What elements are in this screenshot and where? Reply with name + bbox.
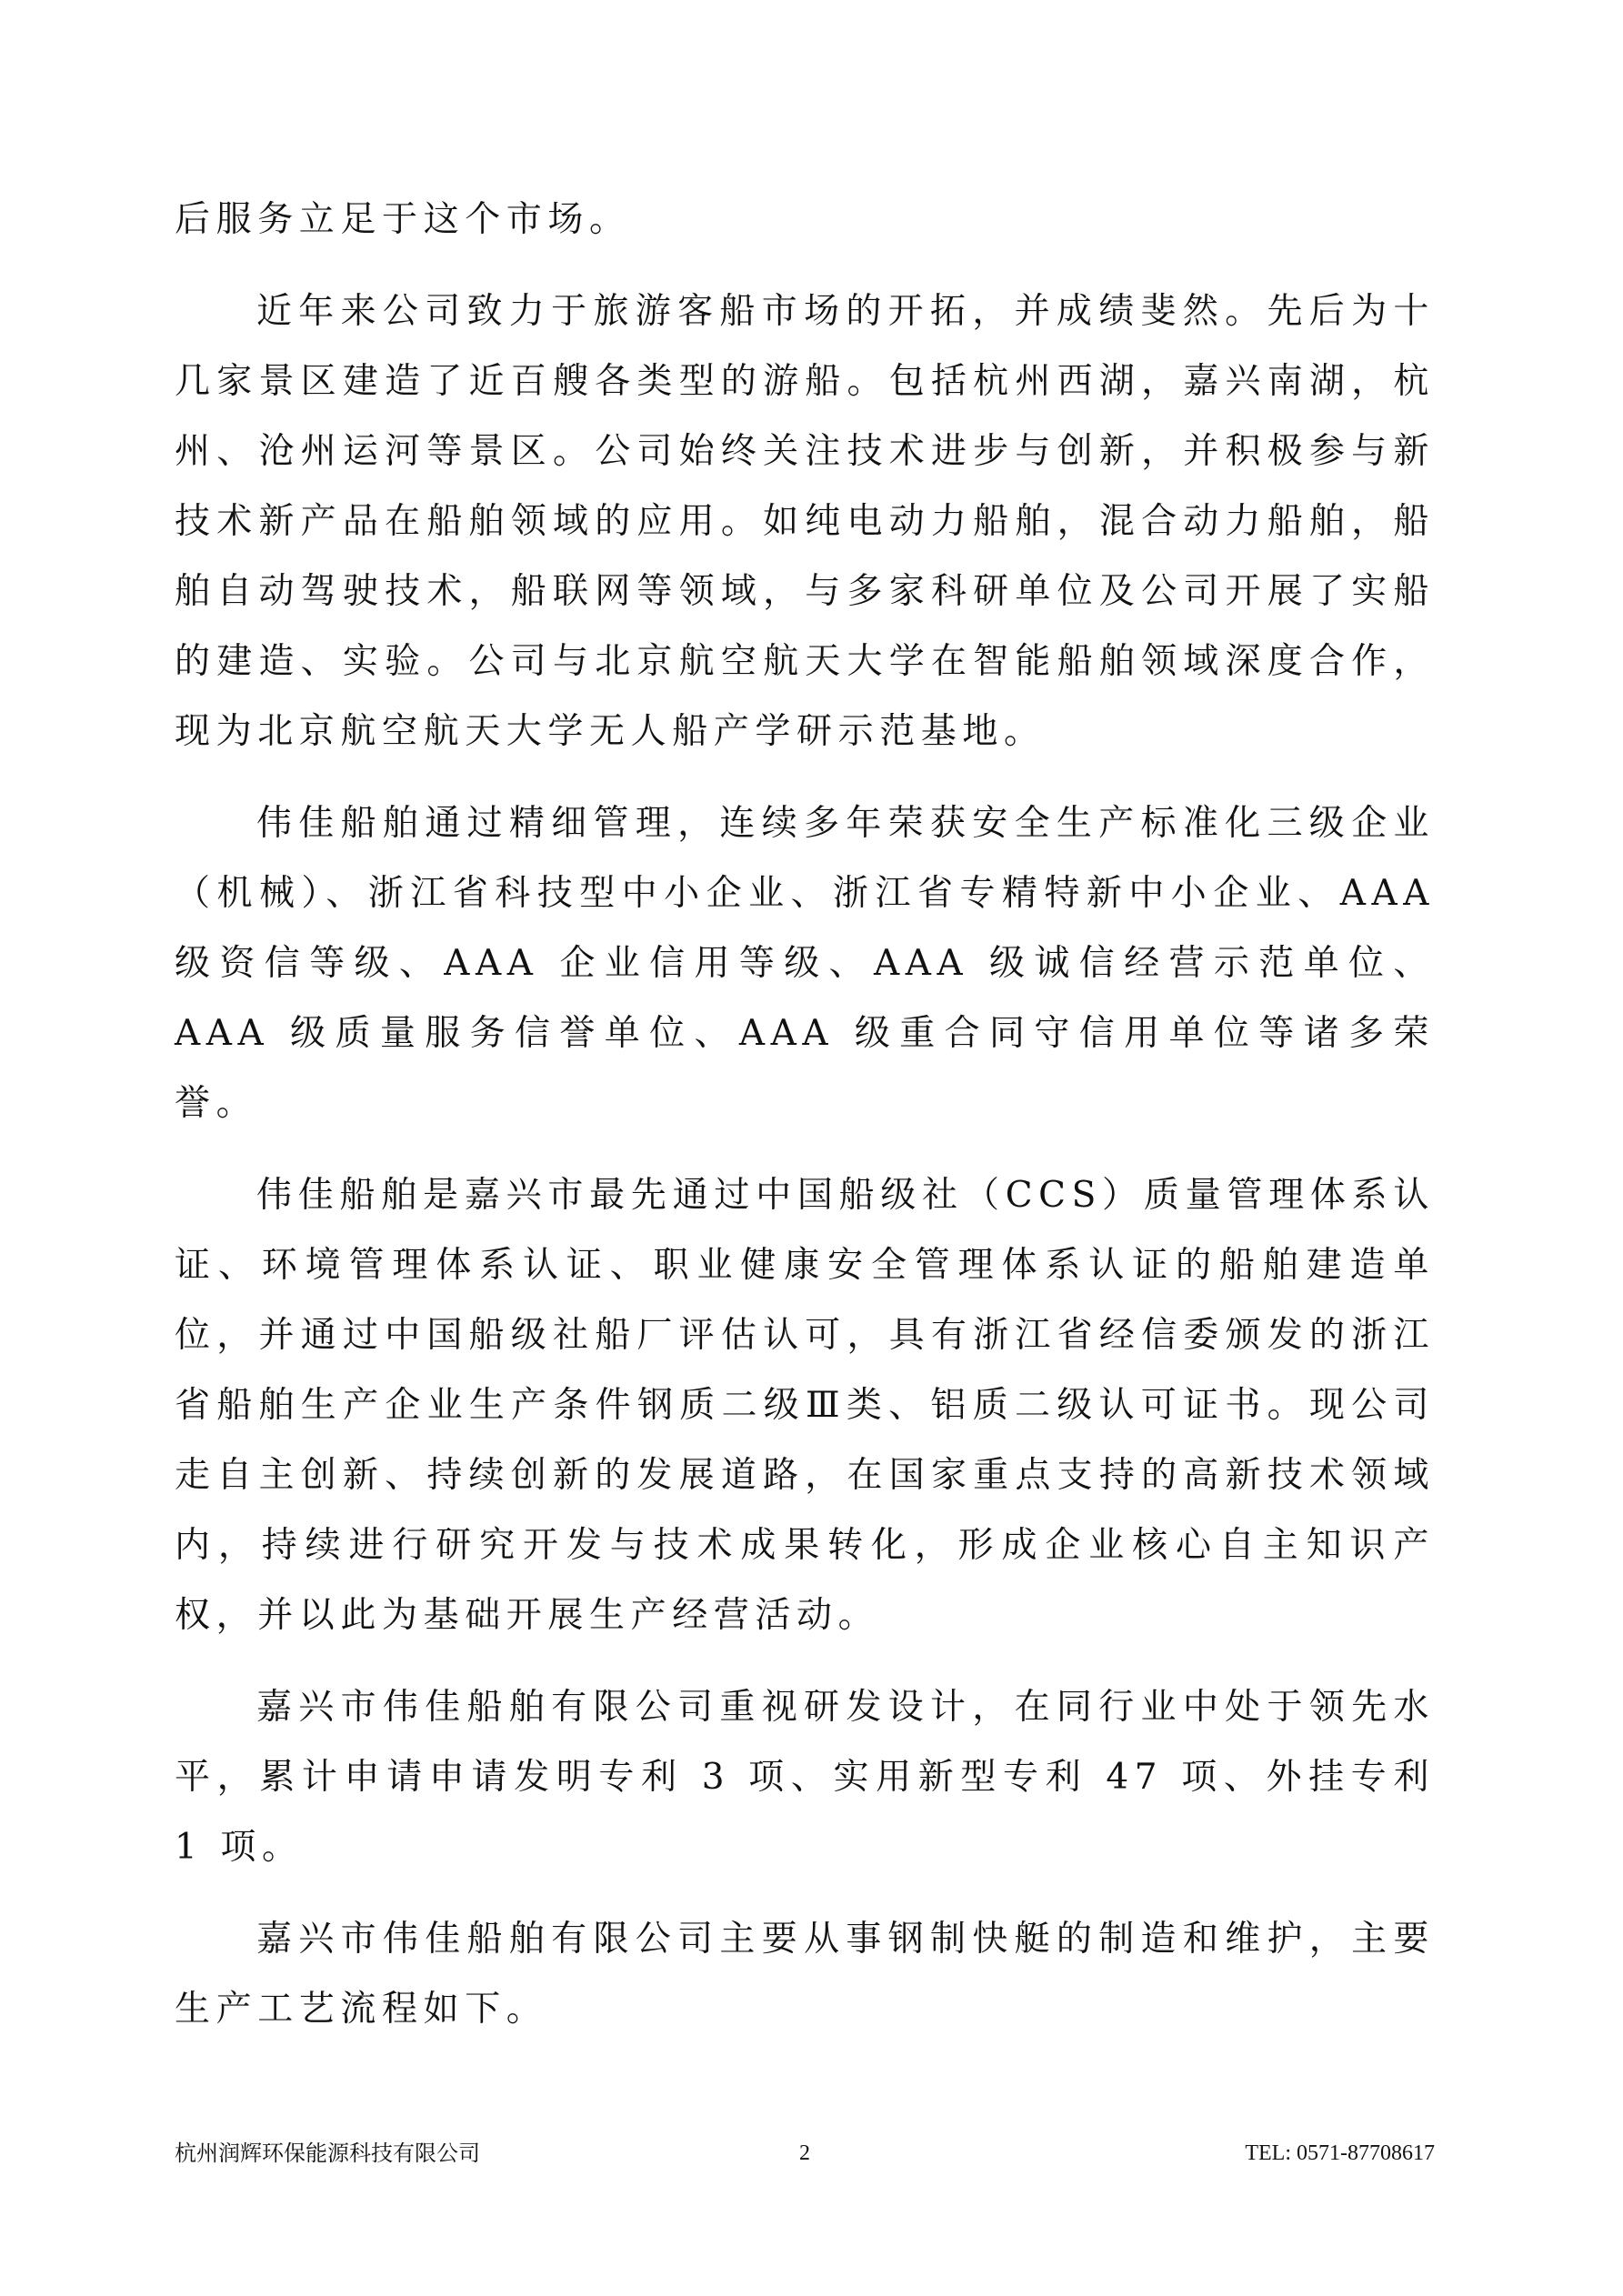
paragraph-6: 嘉兴市伟佳船舶有限公司主要从事钢制快艇的制造和维护，主要生产工艺流程如下。 [175, 1919, 1435, 2030]
footer-phone: TEL: 0571-87708617 [1245, 2141, 1435, 2165]
paragraph-1: 后服务立足于这个市场。 [175, 199, 631, 240]
footer-page-number: 2 [799, 2141, 810, 2165]
page-footer [175, 2135, 1435, 2171]
document-body [175, 185, 1435, 2066]
paragraph-3: 伟佳船舶通过精细管理，连续多年荣获安全生产标准化三级企业（机械）、浙江省科技型中小企业、浙江省专精特新中小企业、AAA 级资信等级、AAA 企业信用等级、AAA 级诚信经营示范单位、AAA 级质量服务信誉单位、AAA 级重合同守信用单位等诸多荣誉。 [175, 803, 1435, 1124]
paragraph-5: 嘉兴市伟佳船舶有限公司重视研发设计，在同行业中处于领先水平，累计申请申请发明专利 3 项、实用新型专利 47 项、外挂专利 1 项。 [175, 1687, 1435, 1868]
paragraph-2: 近年来公司致力于旅游客船市场的开拓，并成绩斐然。先后为十几家景区建造了近百艘各类型的游船。包括杭州西湖，嘉兴南湖，杭州、沧州运河等景区。公司始终关注技术进步与创新，并积极参与新技术新产品在船舶领域的应用。如纯电动力船舶，混合动力船舶，船舶自动驾驶技术，船联网等领域，与多家科研单位及公司开展了实船的建造、实验。公司与北京航空航天大学在智能船舶领域深度合作，现为北京航空航天大学无人船产学研示范基地。 [175, 291, 1435, 752]
footer-company: 杭州润辉环保能源科技有限公司 [175, 2141, 480, 2166]
paragraph-4: 伟佳船舶是嘉兴市最先通过中国船级社（CCS）质量管理体系认证、环境管理体系认证、职业健康安全管理体系认证的船舶建造单位，并通过中国船级社船厂评估认可，具有浙江省经信委颁发的浙江省船舶生产企业生产条件钢质二级Ⅲ类、铝质二级认可证书。现公司走自主创新、持续创新的发展道路，在国家重点支持的高新技术领域内，持续进行研究开发与技术成果转化，形成企业核心自主知识产权，并以此为基础开展生产经营活动。 [175, 1175, 1435, 1636]
